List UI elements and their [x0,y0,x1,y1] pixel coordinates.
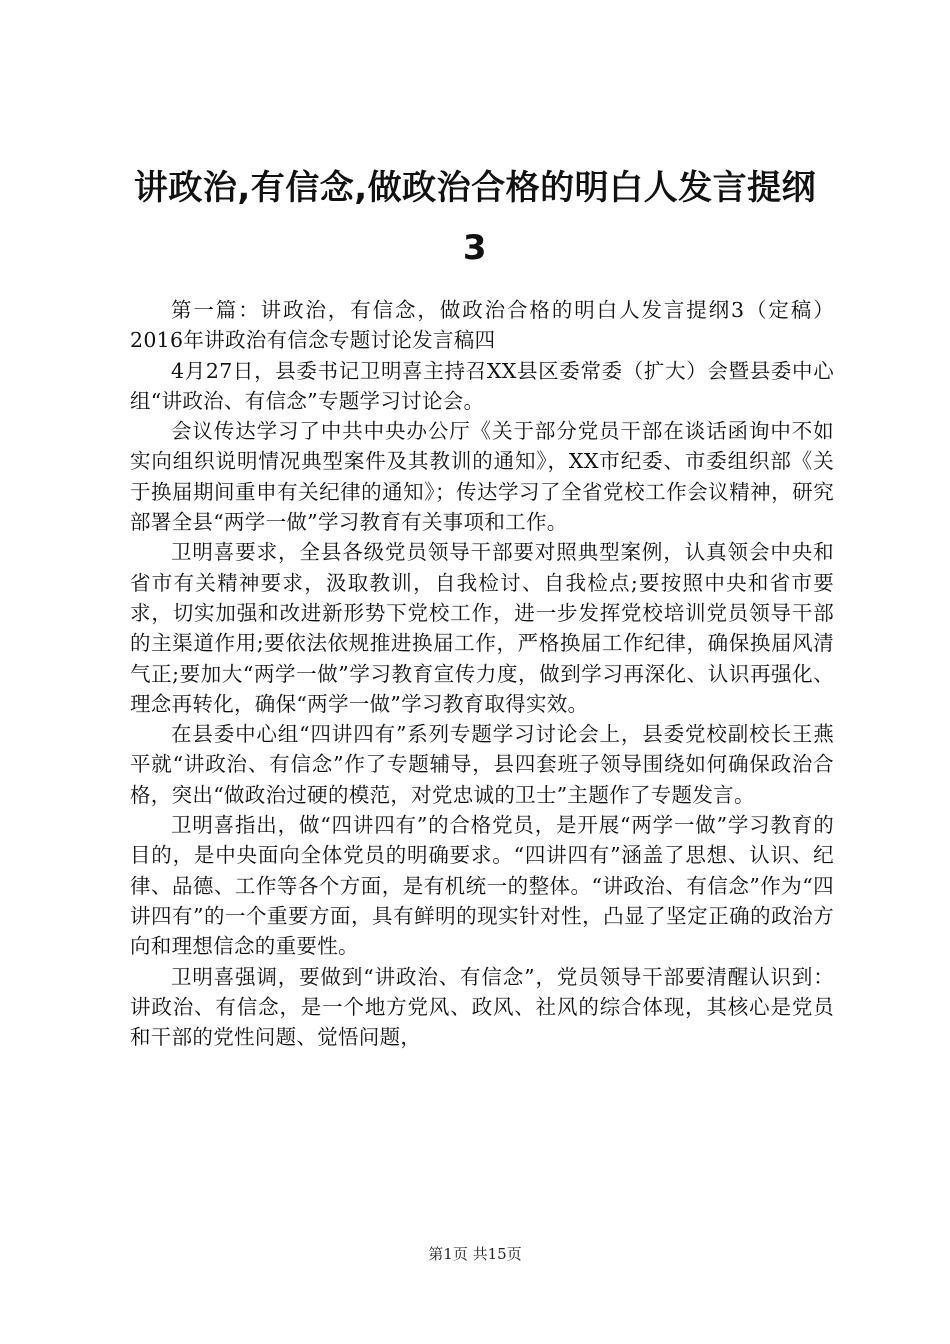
paragraph: 卫明喜要求，全县各级党员领导干部要对照典型案例，认真领会中央和省市有关精神要求，汲取教训，自我检讨、自我检点;要按照中央和省市要求，切实加强和改进新形势下党校工作，进一步发挥党校培训党员领导干部的主渠道作用;要依法依规推进换届工作，严格换届工作纪律，确保换届风清气正;要加大“两学一做”学习教育宣传力度，做到学习再深化、认识再强化、理念再转化，确保“两学一做”学习教育取得实效。 [130,540,834,716]
document-body [130,295,834,1052]
document-title-line-1: 讲政治,有信念,做政治合格的明白人发言提纲 [133,168,817,208]
page-number-footer: 第1页 共15页 [428,1245,522,1263]
document-title-line-2: 3 [462,228,488,268]
document-title [100,158,850,278]
paragraph: 会议传达学习了中共中央办公厅《关于部分党员干部在谈话函询中不如实向组织说明情况典型案件及其教训的通知》，XX市纪委、市委组织部《关于换届期间重申有关纪律的通知》；传达学习了全省党校工作会议精神，研究部署全县“两学一做”学习教育有关事项和工作。 [130,419,834,535]
paragraph: 卫明喜指出，做“四讲四有”的合格党员，是开展“两学一做”学习教育的目的，是中央面向全体党员的明确要求。“四讲四有”涵盖了思想、认识、纪律、品德、工作等各个方面，是有机统一的整体。“讲政治、有信念”作为“四讲四有”的一个重要方面，具有鲜明的现实针对性，凸显了坚定正确的政治方向和理想信念的重要性。 [130,813,834,959]
paragraph: 第一篇：讲政治，有信念，做政治合格的明白人发言提纲3（定稿）2016年讲政治有信念专题讨论发言稿四 [130,298,834,353]
paragraph: 在县委中心组“四讲四有”系列专题学习讨论会上，县委党校副校长王燕平就“讲政治、有信念”作了专题辅导，县四套班子领导围绕如何确保政治合格，突出“做政治过硬的模范，对党忠诚的卫士”主题作了专题发言。 [130,722,834,807]
paragraph: 4月27日，县委书记卫明喜主持召XX县区委常委（扩大）会暨县委中心组“讲政治、有信念”专题学习讨论会。 [130,358,834,413]
paragraph: 卫明喜强调，要做到“讲政治、有信念”，党员领导干部要清醒认识到：讲政治、有信念，是一个地方党风、政风、社风的综合体现，其核心是党员和干部的党性问题、觉悟问题， [130,964,834,1050]
